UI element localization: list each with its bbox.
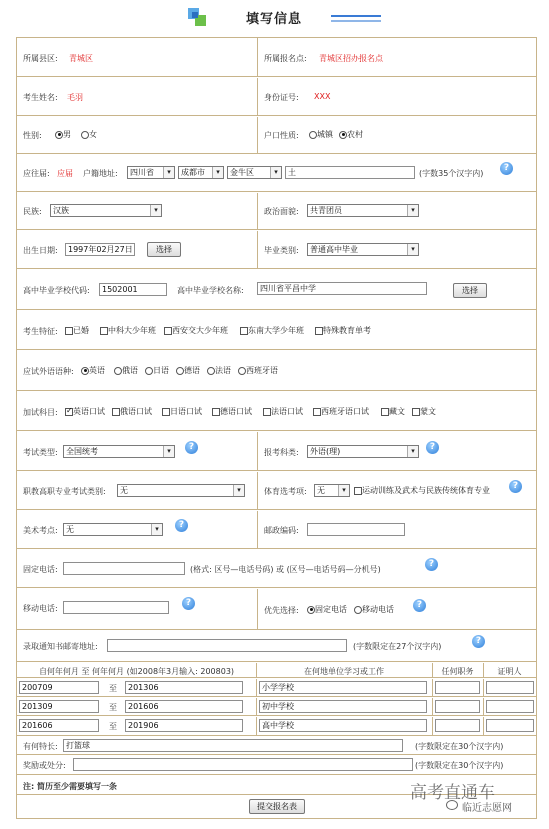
ethnic-label: 民族: xyxy=(23,207,42,216)
row-school xyxy=(17,270,536,310)
resume-witness-input[interactable] xyxy=(486,681,534,694)
pe-sports-checkbox[interactable]: 运动训练及武术与民族传统体育专业 xyxy=(354,485,490,496)
city-select[interactable]: 成都市 ▾ xyxy=(178,166,224,179)
watermark-source: 临近志愿网 xyxy=(462,803,512,814)
resume-from-input[interactable]: 201309 xyxy=(19,700,99,713)
page-header xyxy=(0,0,549,36)
gender-female-radio[interactable]: 女 xyxy=(81,129,97,140)
row-specialty xyxy=(17,737,536,755)
resume-from-input[interactable]: 201606 xyxy=(19,719,99,732)
resume-to-label: 至 xyxy=(109,703,117,712)
title-decoration-line xyxy=(331,15,381,17)
row-name-id xyxy=(17,78,536,116)
award-input[interactable] xyxy=(73,758,413,771)
name-value: 毛羽 xyxy=(67,93,83,102)
subject-select[interactable]: 外语(理) ▾ xyxy=(307,445,419,458)
help-icon[interactable]: ? xyxy=(472,635,485,648)
birth-label: 出生日期: xyxy=(23,246,58,255)
row-mail-address xyxy=(17,631,536,662)
resume-header-row xyxy=(17,663,536,678)
ethnic-select[interactable]: 汉族 ▾ xyxy=(50,204,162,217)
resume-to-input[interactable]: 201306 xyxy=(125,681,243,694)
resume-to-label: 至 xyxy=(109,684,117,693)
specialty-input[interactable]: 打篮球 xyxy=(63,739,403,752)
row-foreign-language xyxy=(17,351,536,391)
zip-label: 邮政编码: xyxy=(264,526,299,535)
row-phone xyxy=(17,550,536,588)
id-value: XXX xyxy=(314,92,331,101)
feature-ustc-checkbox[interactable]: 中科大少年班 xyxy=(100,325,156,336)
resume-col-role: 任何职务 xyxy=(441,667,474,676)
vocational-label: 职教高职专业考试类别: xyxy=(23,487,106,496)
grad-type-label: 毕业类别: xyxy=(264,246,299,255)
school-name-input[interactable]: 四川省平昌中学 xyxy=(257,282,427,295)
help-icon[interactable]: ? xyxy=(500,162,513,175)
lang-spanish-radio[interactable]: 西班牙语 xyxy=(238,365,278,376)
site-label: 所属报名点: xyxy=(264,54,307,63)
help-icon[interactable]: ? xyxy=(426,441,439,454)
feature-married-checkbox[interactable]: 已婚 xyxy=(65,325,89,336)
exam-type-select[interactable]: 全国统考 ▾ xyxy=(63,445,175,458)
resume-from-input[interactable]: 200709 xyxy=(19,681,99,694)
row-address xyxy=(17,155,536,192)
prefer-mobile-radio[interactable]: 移动电话 xyxy=(354,604,394,615)
lang-french-radio[interactable]: 法语 xyxy=(207,365,231,376)
row-vocational-pe xyxy=(17,472,536,510)
lang-english-radio[interactable]: 英语 xyxy=(81,365,105,376)
row-county-site xyxy=(17,38,536,77)
resume-role-input[interactable] xyxy=(435,719,480,732)
political-select[interactable]: 共青团员 ▾ xyxy=(307,204,419,217)
extra-tibetan-checkbox[interactable]: 藏文 xyxy=(381,406,405,417)
art-select[interactable]: 无 ▾ xyxy=(63,523,163,536)
resume-col-time: 自何年何月 至 何年何月 (如2008年3月输入: 200803) xyxy=(38,667,235,676)
resume-to-label: 至 xyxy=(109,722,117,731)
birth-date-input[interactable]: 1997年02月27日 xyxy=(65,243,135,256)
resume-row xyxy=(17,698,536,716)
row-gender-hukou xyxy=(17,117,536,154)
page-title: 填写信息 xyxy=(246,12,303,27)
name-label: 考生姓名: xyxy=(23,93,58,102)
grad-type-select[interactable]: 普通高中毕业 ▾ xyxy=(307,243,419,256)
extra-german-oral-checkbox[interactable]: 德语口试 xyxy=(212,406,252,417)
help-icon[interactable]: ? xyxy=(413,599,426,612)
gender-label: 性别: xyxy=(23,131,42,140)
extra-japanese-oral-checkbox[interactable]: 日语口试 xyxy=(162,406,202,417)
address-detail-input[interactable]: 土 xyxy=(285,166,415,179)
mobile-input[interactable] xyxy=(63,601,169,614)
help-icon[interactable]: ? xyxy=(182,597,195,610)
mail-label: 录取通知书邮寄地址: xyxy=(23,642,98,651)
resume-to-input[interactable]: 201606 xyxy=(125,700,243,713)
hukou-urban-radio[interactable]: 城镇 xyxy=(309,129,333,140)
pe-label: 体育选考项: xyxy=(264,487,307,496)
prefer-label: 优先选择: xyxy=(264,606,299,615)
phone-label: 固定电话: xyxy=(23,565,58,574)
school-code-label: 高中毕业学校代码: xyxy=(23,286,90,295)
language-label: 应试外语语种: xyxy=(23,367,74,376)
resume-role-input[interactable] xyxy=(435,681,480,694)
help-icon[interactable]: ? xyxy=(185,441,198,454)
award-label: 奖励或处分: xyxy=(23,761,66,770)
birth-select-button[interactable]: 选择 xyxy=(147,242,181,257)
extra-french-oral-checkbox[interactable]: 法语口试 xyxy=(263,406,303,417)
help-icon[interactable]: ? xyxy=(509,480,522,493)
resume-unit-input[interactable]: 高中学校 xyxy=(259,719,427,732)
resume-row xyxy=(17,679,536,697)
address-hint: (字数35个汉字内) xyxy=(419,169,484,178)
row-birth-gradtype xyxy=(17,231,536,269)
lang-japanese-radio[interactable]: 日语 xyxy=(145,365,169,376)
resume-unit-input[interactable]: 初中学校 xyxy=(259,700,427,713)
school-code-input[interactable]: 1502001 xyxy=(99,283,167,296)
lang-german-radio[interactable]: 德语 xyxy=(176,365,200,376)
feature-seu-checkbox[interactable]: 东南大学少年班 xyxy=(240,325,304,336)
extra-english-oral-checkbox[interactable]: ✓ 英语口试 xyxy=(65,406,105,417)
resume-col-unit: 在何地单位学习或工作 xyxy=(304,667,384,676)
specialty-hint: (字数限定在30个汉字内) xyxy=(415,742,504,751)
mobile-label: 移动电话: xyxy=(23,604,58,613)
pe-select[interactable]: 无 ▾ xyxy=(314,484,350,497)
hukou-rural-radio[interactable]: 农村 xyxy=(339,129,363,140)
mail-hint: (字数限定在27个汉字内) xyxy=(353,642,442,651)
address-label: 户籍地址: xyxy=(83,169,118,178)
phone-hint: (格式: 区号—电话号码) 或 (区号—电话号码—分机号) xyxy=(190,565,381,574)
specialty-label: 有何特长: xyxy=(23,742,58,751)
gender-male-radio[interactable]: 男 xyxy=(55,129,71,140)
fresh-value: 应届 xyxy=(57,169,73,178)
help-icon[interactable]: ? xyxy=(175,519,188,532)
resume-col-witness: 证明人 xyxy=(497,667,522,676)
id-label: 身份证号: xyxy=(264,93,299,102)
resume-witness-input[interactable] xyxy=(486,700,534,713)
exam-type-label: 考试类型: xyxy=(23,448,58,457)
extra-spanish-oral-checkbox[interactable]: 西班牙语口试 xyxy=(313,406,369,417)
province-select[interactable]: 四川省 ▾ xyxy=(127,166,175,179)
award-hint: (字数限定在30个汉字内) xyxy=(415,761,504,770)
political-label: 政治面貌: xyxy=(264,207,299,216)
zip-input[interactable] xyxy=(307,523,405,536)
county-label: 所属县区: xyxy=(23,54,58,63)
extra-subjects-label: 加试科目: xyxy=(23,408,58,417)
extra-russian-oral-checkbox[interactable]: 俄语口试 xyxy=(112,406,152,417)
lang-russian-radio[interactable]: 俄语 xyxy=(114,365,138,376)
subject-label: 报考科类: xyxy=(264,448,299,457)
row-features xyxy=(17,311,536,350)
mail-address-input[interactable] xyxy=(107,639,347,652)
school-name-label: 高中毕业学校名称: xyxy=(177,286,244,295)
watermark-text: 高考直通车 xyxy=(410,783,495,803)
resume-row xyxy=(17,717,536,736)
row-extra-subjects xyxy=(17,392,536,431)
school-select-button[interactable]: 选择 xyxy=(453,283,487,298)
row-mobile xyxy=(17,589,536,630)
vocational-select[interactable]: 无 ▾ xyxy=(117,484,245,497)
site-value: 青城区招办报名点 xyxy=(319,54,383,63)
feature-xjtu-checkbox[interactable]: 西安交大少年班 xyxy=(164,325,228,336)
resume-witness-input[interactable] xyxy=(486,719,534,732)
extra-mongolian-checkbox[interactable]: 蒙文 xyxy=(412,406,436,417)
resume-note: 注: 简历至少需要填写一条 xyxy=(23,782,117,791)
art-label: 美术考点: xyxy=(23,526,58,535)
feature-special-edu-checkbox[interactable]: 特殊教育单考 xyxy=(315,325,371,336)
hukou-label: 户口性质: xyxy=(264,131,299,140)
form-logo-icon xyxy=(188,8,206,26)
resume-to-input[interactable]: 201906 xyxy=(125,719,243,732)
row-art-zip xyxy=(17,511,536,549)
district-select[interactable]: 金牛区 ▾ xyxy=(227,166,282,179)
title-decoration-line xyxy=(331,20,381,22)
registration-form xyxy=(16,37,537,819)
resume-unit-input[interactable]: 小学学校 xyxy=(259,681,427,694)
row-award xyxy=(17,756,536,775)
row-ethnic-political xyxy=(17,193,536,230)
row-exam-type xyxy=(17,432,536,471)
wechat-icon xyxy=(446,800,458,810)
resume-role-input[interactable] xyxy=(435,700,480,713)
submit-button[interactable]: 提交报名表 xyxy=(249,799,305,814)
fresh-label: 应往届: xyxy=(23,169,50,178)
prefer-landline-radio[interactable]: 固定电话 xyxy=(307,604,347,615)
county-value: 青城区 xyxy=(69,54,93,63)
phone-input[interactable] xyxy=(63,562,185,575)
features-label: 考生特征: xyxy=(23,327,58,336)
help-icon[interactable]: ? xyxy=(425,558,438,571)
